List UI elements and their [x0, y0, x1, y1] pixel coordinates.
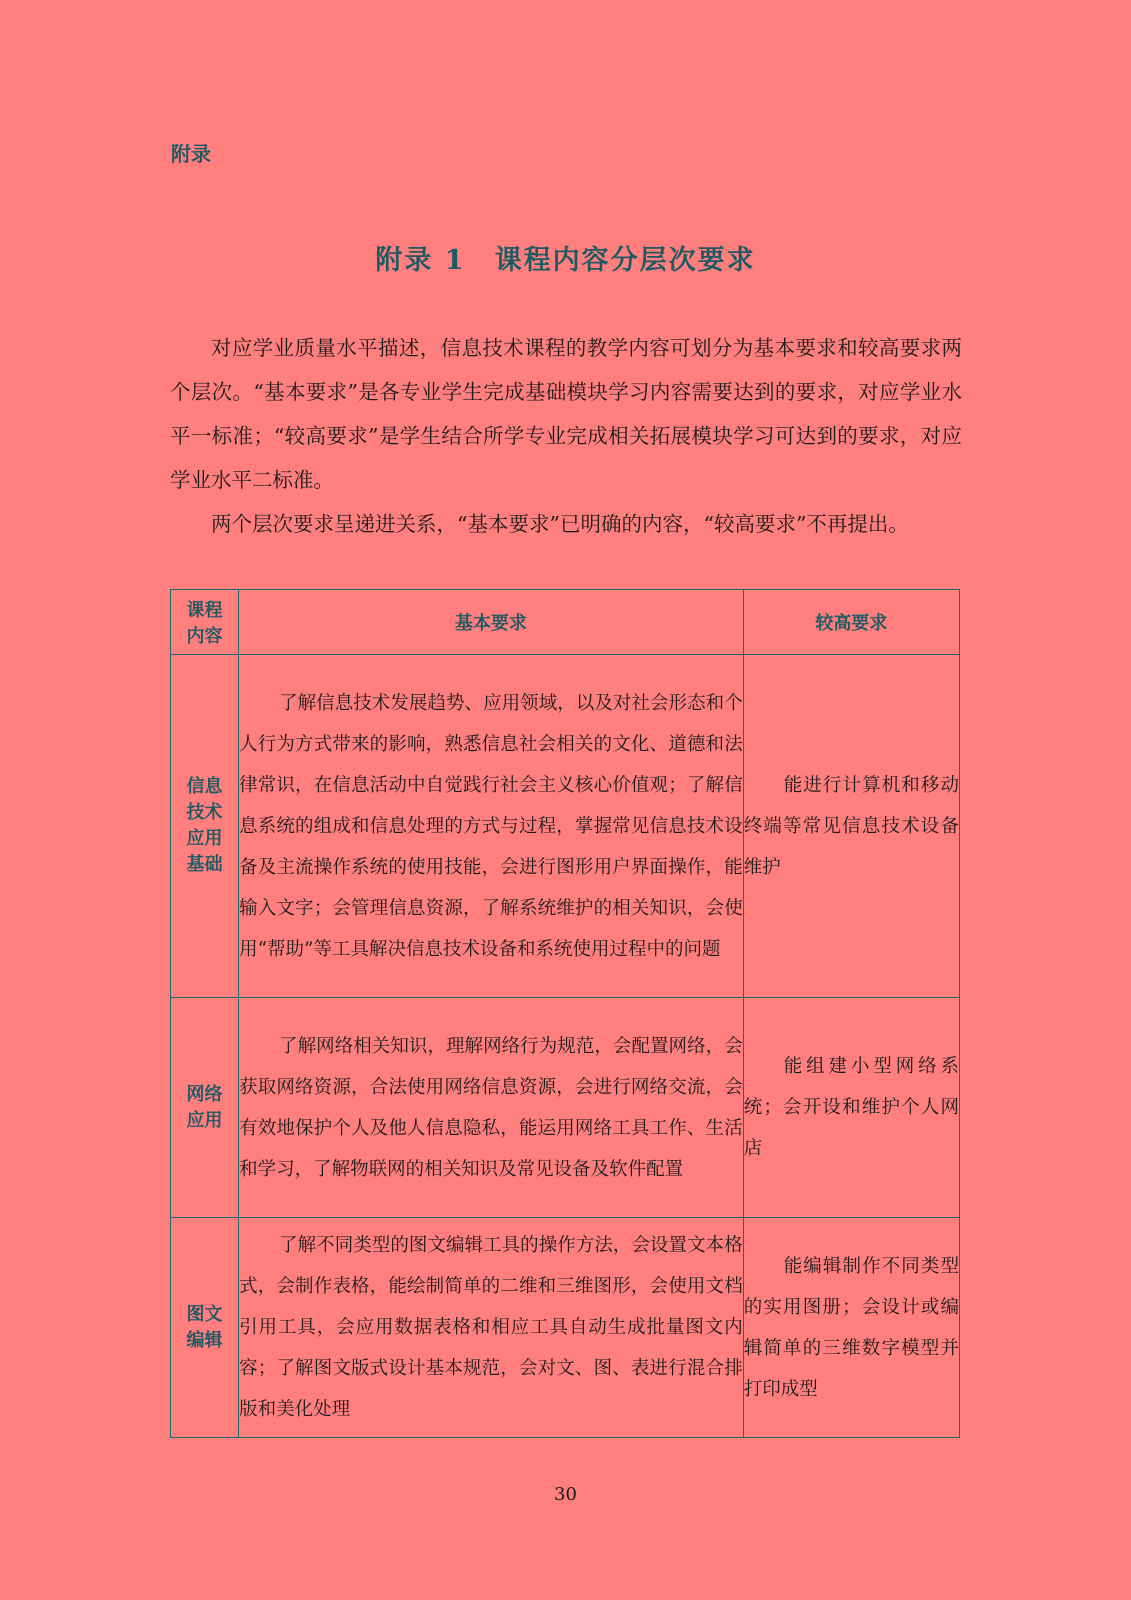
requirements-table	[170, 589, 960, 1438]
row-content-name: 网络应用	[171, 998, 239, 1218]
intro-paragraph: 对应学业质量水平描述，信息技术课程的教学内容可划分为基本要求和较高要求两个层次。“基本要求”是各专业学生完成基础模块学习内容需要达到的要求，对应学业水平一标准；“较高要求”是学生结合所学专业完成相关拓展模块学习可达到的要求，对应学业水平二标准。	[170, 336, 962, 492]
row-higher-requirement: 能组建小型网络系统；会开设和维护个人网店	[743, 998, 959, 1218]
running-head: 附录	[171, 142, 211, 166]
table-row	[171, 1218, 960, 1438]
row-basic-requirement: 了解信息技术发展趋势、应用领域，以及对社会形态和个人行为方式带来的影响，熟悉信息社会相关的文化、道德和法律常识，在信息活动中自觉践行社会主义核心价值观；了解信息系统的组成和信息处理的方式与过程，掌握常见信息技术设备及主流操作系统的使用技能，会进行图形用户界面操作，能输入文字；会管理信息资源，了解系统维护的相关知识，会使用“帮助”等工具解决信息技术设备和系统使用过程中的问题	[239, 655, 744, 998]
row-basic-requirement: 了解不同类型的图文编辑工具的操作方法，会设置文本格式，会制作表格，能绘制简单的二维和三维图形，会使用文档引用工具，会应用数据表格和相应工具自动生成批量图文内容；了解图文版式设计基本规范，会对文、图、表进行混合排版和美化处理	[239, 1218, 744, 1438]
page-number: 30	[554, 1484, 577, 1505]
table-row	[171, 655, 960, 998]
row-higher-requirement: 能进行计算机和移动终端等常见信息技术设备维护	[743, 655, 959, 998]
table-row	[171, 998, 960, 1218]
row-content-name: 信息技术应用基础	[171, 655, 239, 998]
header-basic: 基本要求	[239, 590, 744, 655]
intro-text	[170, 326, 962, 546]
intro-paragraph: 两个层次要求呈递进关系，“基本要求”已明确的内容，“较高要求”不再提出。	[211, 512, 909, 536]
row-basic-requirement: 了解网络相关知识，理解网络行为规范，会配置网络，会获取网络资源，合法使用网络信息资源，会进行网络交流，会有效地保护个人及他人信息隐私，能运用网络工具工作、生活和学习，了解物联网的相关知识及常见设备及软件配置	[239, 998, 744, 1218]
page-title: 附录 1 课程内容分层次要求	[375, 245, 756, 276]
header-higher: 较高要求	[743, 590, 959, 655]
table-header-row	[171, 590, 960, 655]
row-content-name: 图文编辑	[171, 1218, 239, 1438]
row-higher-requirement: 能编辑制作不同类型的实用图册；会设计或编辑简单的三维数字模型并打印成型	[743, 1218, 959, 1438]
header-content: 课程内容	[171, 590, 239, 655]
